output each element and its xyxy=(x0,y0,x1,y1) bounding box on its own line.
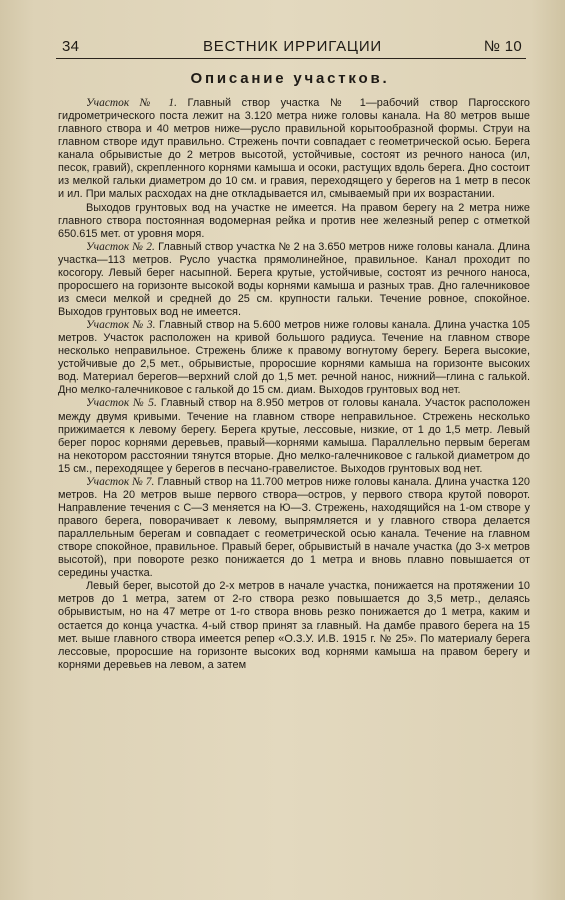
paragraph-text: Левый берег, высотой до 2-х метров в начале участка, понижается на протяжении 10 метров до 1 метра, затем от 2-го створа резко повышается до 3,5 метр., делаясь обрывистым, но на 47 метре от 1-го створа вновь резко понижается до 1 метра, каким и остается до конца участка. 4-ый створ принят за главный. На дамбе правого берега на 15 мет. выше главного створа имеется репер «О.З.У. И.В. 1915 г. № 25». По материалу берега лессовые, проросшие на горизонте высоких вод корнями камыша на правом берегу и корнями деревьев на левом, а затем xyxy=(58,580,530,671)
running-header xyxy=(56,36,526,59)
paragraph-section-7 xyxy=(58,476,530,581)
section-label: Участок № 1. xyxy=(86,97,177,109)
section-label: Участок № 3. xyxy=(86,319,156,332)
article-body xyxy=(58,97,530,672)
journal-title: ВЕСТНИК ИРРИГАЦИИ xyxy=(203,38,382,55)
paragraph-groundwater xyxy=(58,202,530,241)
paragraph-section-2 xyxy=(58,241,530,319)
section-label: Участок № 2. xyxy=(86,240,155,253)
paragraph-text: Главный створ на 11.700 метров ниже головы канала. Длина участка 120 метров. На 20 метров выше первого створа—остров, у первого створа крутой поворот. Направление течения с С—З меняется на Ю—З. Стрежень, находящийся на 1-ом створе у правого берега, поворачивает к левому, выпрямляется и у главного створа делается параллельным берегам и совпадает с геометрической осью канала. Течение на главном створе спокойное, правильное. Правый берег, обрывистый в начале участка (до 3-х метров высотой), при повороте резко понижается до 1 метра и вновь плавно повышается от середины участка. xyxy=(58,475,531,580)
article-title: Описание участков. xyxy=(190,70,390,87)
section-label: Участок № 5. xyxy=(86,397,157,410)
paragraph-left-bank xyxy=(58,580,530,671)
section-label: Участок № 7. xyxy=(86,475,155,488)
paragraph-section-1 xyxy=(58,97,530,202)
paragraph-text: Выходов грунтовых вод на участке не имеется. На правом берегу на 2 метра ниже главного створа постоянная водомерная рейка и против нее железный репер с отметкой 650.615 мет. от уровня моря. xyxy=(58,201,530,240)
paragraph-section-3 xyxy=(58,319,530,397)
issue-number: № 10 xyxy=(483,38,522,55)
paragraph-section-5 xyxy=(58,397,530,475)
page-number: 34 xyxy=(62,38,80,55)
paragraph-text: Главный створ на 8.950 метров от головы канала. Участок расположен между двумя кривыми. Течение на главном створе неправильное. Стрежень несколько прижимается к левому берегу. Берега крутые, лессовые, низкие, от 1 до 1,5 метр. Левый берег порос корнями деревьев, правый—корнями камыша. Параллельно первым берегам на некотором расстоянии тянутся вторые. Дно мелко-галечниковое с галькой диаметром до 15 см., переходящее у берегов в песчано-гравелистое. Выходов грунтовых вод нет. xyxy=(58,397,530,475)
paragraph-text: Главный створ на 5.600 метров ниже головы канала. Длина участка 105 метров. Участок расположен на кривой большого радиуса. Течение на главном створе несколько неправильное. Стрежень ближе к правому вогнутому берегу. Берега высокие, устойчивые до 2,5 мет., обрывистые, проросшие корнями камыша на горизонте высоких вод. Материал берегов—верхний слой до 1,5 мет. речной нанос, нижний—глина с галькой. Дно мелко-галечниковое с галькой до 15 см. диам. Выходов грунтовых вод нет. xyxy=(58,319,530,397)
paragraph-text: Главный створ участка № 2 на 3.650 метров ниже головы канала. Длина участка—113 метров. Русло участка прямолинейное, правильное. Канал проходит по косогору. Левый берег насыпной. Берега крутые, устойчивые, состоят из речного наноса, проросшего на горизонте высокой воды корнями камыша и разных трав. Дно галечниковое из смеси мелкой и средней до 25 см. крупности гальки. Течение ровное, спокойное. Выходов грунтовых вод не имеется. xyxy=(58,240,530,318)
paragraph-text: Главный створ участка № 1—рабочий створ Паргосского гидрометрического поста лежит на 3.120 метра ниже головы канала. На 80 метров выше главного створа и 40 метров ниже—русло правильной корытообразной формы. Струи на главном створе идут правильно. Стрежень почти совпадает с геометрической осью. Берега канала обрывистые до 2 метров высотой, устойчивые, состоят из речного наноса (ил, песок, гравий), скрепленного корнями камыша и осоки, растущих вдоль берега. Дно состоит из мелкой гальки диаметром до 10 см. и гравия, переходящего у берегов на 1 метр в песок и ил. При малых расходах на дне откладывается ил, смываемый при их возрастании. xyxy=(58,97,531,201)
